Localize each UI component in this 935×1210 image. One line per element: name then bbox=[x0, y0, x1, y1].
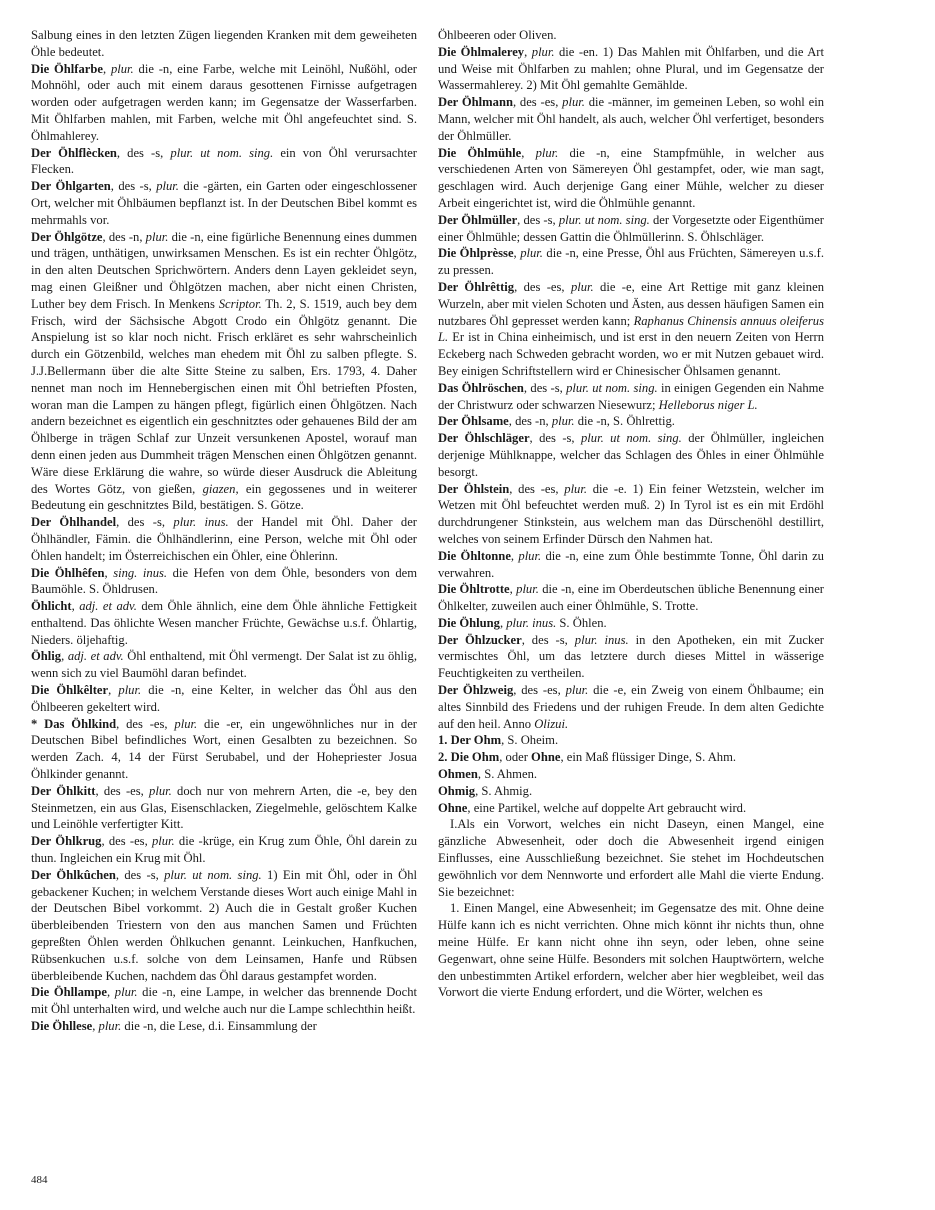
entry-text: 1. Einen Mangel, eine Abwesenheit; im Gegensatze des mit. Ohne deine Hülfe kann ich es nicht verrichten. Ohne mich könnt ihr nichts thun, ohne meine Hülfe. Er kann nicht ohne ihn seyn, oder leben, ohne seine Gegenwart, ohne seine Hülfe. Besonders mit solchen Hauptwörtern, welche den unbestimmten Artikel erfordern, welcher aber hier wegbleibet, weil das Vorwort die vierte Endung erfordert, und die Wörter, welchen es bbox=[438, 901, 824, 1000]
dictionary-entry bbox=[438, 766, 824, 783]
entry-text: , des -s, bbox=[116, 145, 171, 160]
entry-text: Öhl enthaltend, mit Öhl vermengt. Der Salat ist zu öhlig, wenn sich zu viel Baumöhl daran befindet. bbox=[31, 649, 417, 681]
entry-grammar-note: plur. ut nom. sing. bbox=[581, 431, 682, 446]
entry-text: , des -s, bbox=[116, 515, 174, 530]
entry-text: , des -s, bbox=[110, 179, 157, 194]
entry-grammar-note: adj. et adv. bbox=[67, 649, 124, 664]
entry-text: , des -es, bbox=[116, 716, 175, 731]
entry-text: der Vorgesetzte oder Eigenthümer einer Öhlmühle; dessen Gattin die Öhlmüllerinn. S. Öhlschläger. bbox=[438, 212, 824, 244]
dictionary-entry bbox=[31, 833, 417, 867]
entry-text: die -n, die Lese, d.i. Einsammlung der bbox=[121, 1019, 317, 1034]
entry-grammar-note: plur. bbox=[151, 834, 175, 849]
entry-text: die -n, eine Lampe, in welcher das brennende Docht mit Öhl unterhalten wird, und welche auch nur die Lampe schlechthin heißt. bbox=[31, 985, 417, 1017]
entry-grammar-note: plur. inus. bbox=[574, 632, 629, 647]
entry-grammar-note: plur. bbox=[570, 279, 594, 294]
entry-text: , bbox=[61, 649, 68, 664]
entry-headword: Die Öhlhêfen bbox=[31, 565, 105, 580]
entry-text: , bbox=[92, 1019, 99, 1034]
entry-grammar-note: plur. bbox=[564, 481, 588, 496]
entry-grammar-note: plur. ut nom. sing. bbox=[170, 145, 274, 160]
entry-headword: Die Öhllese bbox=[31, 1019, 93, 1034]
entry-grammar-note: plur. bbox=[516, 582, 539, 597]
entry-text: die -männer, im gemeinen Leben, so wohl ein Mann, welcher mit Öhl handelt, als auch, welcher Öhl verfertiget, besonders der Öhlmüller. bbox=[438, 95, 824, 143]
entry-grammar-note: plur. bbox=[531, 44, 555, 59]
dictionary-entry bbox=[438, 212, 824, 246]
entry-grammar-note: plur. ut nom. sing. bbox=[566, 380, 658, 395]
entry-text: die Hefen von dem Öhle, besonders von dem Baumöhle. S. Öhldrusen. bbox=[31, 565, 418, 597]
entry-grammar-note: plur. bbox=[565, 683, 589, 698]
entry-headword: Der Öhlstein bbox=[438, 481, 510, 496]
dictionary-entry bbox=[438, 27, 824, 44]
entry-headword: Öhlicht bbox=[31, 599, 72, 614]
entry-grammar-note: plur. bbox=[114, 985, 138, 1000]
dictionary-entry bbox=[438, 380, 824, 414]
entry-headword: Die Öhltonne bbox=[438, 548, 511, 563]
entry-headword: Die Öhltrotte bbox=[438, 582, 510, 597]
entry-text: , des -n, bbox=[102, 229, 146, 244]
entry-text: Öhlbeeren oder Oliven. bbox=[438, 28, 557, 42]
entry-text: die -e. 1) Ein feiner Wetzstein, welcher im Wetzen mit Öhl befeuchtet werden muß. 2) In Tyrol ist es ein mit Erdöhl durchdrungener Stinkstein, aus welchem man das Dürschenöhl destillirt, welches von seinem Erfinder Dürsch den Nahmen hat. bbox=[438, 481, 824, 546]
entry-text: doch nur von mehrern Arten, die -e, bey den Steinmetzen, ein aus Glas, Eisenschlacken, Ziegelmehle, gelöschtem Kalke und Leinöhle verfertigter Kitt. bbox=[31, 783, 418, 832]
dictionary-entry bbox=[438, 145, 824, 212]
entry-text: S. Öhlen. bbox=[556, 615, 607, 630]
entry-text: dem Öhle ähnlich, eine dem Öhle ähnliche Fettigkeit enthaltend. Das öhlichte Wesen mancher Früchte, Gewächse u.s.f. Öhlartig, Nieders. öljehaftig. bbox=[31, 599, 417, 647]
dictionary-entry bbox=[31, 783, 417, 833]
entry-text: die -n, eine Farbe, welche mit Leinöhl, Nußöhl, oder Mohnöhl, oder auch mit einem daraus gesottenen Firnisse aufgetragen worden oder aufgetragen werden kann; im Gegensatze der Wasserfarben. Mit Öhlfarben mahlen, mit Farben, welche mit Öhl angefeuchtet sind. S. Öhlmahlerey. bbox=[31, 61, 417, 143]
entry-text: die -n, eine im Oberdeutschen übliche Benennung einer Öhlkelter, zuweilen auch einer Öhlmühle, S. Trotte. bbox=[438, 582, 824, 614]
entry-text: ein von Öhl verursachter Flecken. bbox=[31, 145, 418, 177]
entry-text: Th. 2, S. 1519, auch bey dem Frisch, wird der Sächsische Abgott Crodo ein Öhlgötz genannt. Die Anspielung ist so klar noch nicht. Frisch erkläret es sehr wahrscheinlich durch ein Götzenbild, welches man ehedem mit Öhl zu salben pflegte. S. J.J.Bellermann über die alte Sitte Steine zu salben, Ers. 1793, 4. Daher nennet man noch im Hennebergischen einen mit Öhl betrieften Pfosten, woran man die Lampen zu hängen pflegt, figürlich einen Öhlgötzen. Nach andern bezeichnet es eigentlich ein geschnitztes oder gehauenes Bild der am Öhlberge in trägen Schlaf zur Unzeit versunkenen Apostel, worauf man denn einen jeden aus Dummheit trägen Menschen einen Öhlgötzen genannt. Wäre diese Erklärung die wahre, so würde dieser Ausdruck die Ableitung des Wortes Götz, von gießen, bbox=[31, 296, 417, 496]
entry-grammar-note: plur. inus. bbox=[173, 515, 229, 530]
dictionary-entry bbox=[438, 245, 824, 279]
entry-text: , S. Ahmen. bbox=[477, 767, 538, 782]
entry-headword: Der Öhlrêttig bbox=[438, 279, 515, 294]
entry-text: , eine Partikel, welche auf doppelte Art gebraucht wird. bbox=[467, 800, 747, 815]
dictionary-entry bbox=[438, 900, 824, 1001]
dictionary-entry bbox=[31, 867, 417, 985]
entry-headword: Der Öhlhandel bbox=[31, 515, 117, 530]
entry-text: Salbung eines in den letzten Zügen liegenden Kranken mit dem geweiheten Öhle bedeutet. bbox=[31, 28, 417, 59]
entry-headword: Öhlig bbox=[31, 649, 62, 664]
entry-text: , des -es, bbox=[512, 95, 563, 110]
entry-grammar-note: plur. bbox=[98, 1019, 122, 1034]
dictionary-entry bbox=[438, 783, 824, 800]
entry-text: , des -s, bbox=[115, 867, 165, 882]
dictionary-entry bbox=[438, 615, 824, 632]
entry-text: die -n, eine figürliche Benennung eines dummen und trägen, unthätigen, unwirksamen Menschen. Es ist ein rechter Öhlgötz, in den alten Deutschen Sprichwörtern. Anders denn Layen gekleidet seyn, mag einen Gleißner und Öhlgötzen machen, aber nicht einen Christen, Luther bey dem Frisch. In Menkens bbox=[31, 229, 417, 311]
dictionary-entry bbox=[438, 816, 824, 900]
entry-headword: Der Öhlmann bbox=[438, 95, 513, 110]
dictionary-entry bbox=[438, 481, 824, 548]
dictionary-entry bbox=[438, 749, 824, 766]
entry-text: die -en. 1) Das Mahlen mit Öhlfarben, und die Art und Weise mit Öhlfarben zu mahlen; ohne Plural, und im Gegensatze der Wassermahlerey. 2) Mit Öhl gemahlte Gemählde. bbox=[438, 44, 824, 93]
entry-grammar-note: Raphanus Chinensis annuus oleiferus L. bbox=[438, 313, 824, 345]
entry-headword: Der Öhlsame bbox=[438, 414, 509, 429]
entry-grammar-note: plur. bbox=[110, 61, 134, 76]
entry-headword: Die Öhlmalerey bbox=[438, 44, 525, 59]
entry-grammar-note: adj. et adv. bbox=[79, 599, 137, 614]
dictionary-entry bbox=[31, 1018, 417, 1035]
entry-text: die -er, ein ungewöhnliches nur in der Deutschen Bibel befindliches Wort, einen Gesalbten zu bezeichnen. So werden Zach. 4, 14 der Fürst Serubabel, und der Hohepriester Josua Öhlkinder genannt. bbox=[31, 716, 418, 782]
entry-text: , bbox=[71, 599, 80, 614]
entry-grammar-note: plur. bbox=[174, 716, 198, 731]
entry-text: die -n, eine Presse, Öhl aus Früchten, Sämereyen u.s.f. zu pressen. bbox=[438, 246, 824, 278]
entry-grammar-note: plur. inus. bbox=[506, 615, 557, 630]
dictionary-entry bbox=[438, 413, 824, 430]
entry-headword: Der Öhlflècken bbox=[31, 145, 117, 160]
dictionary-entry bbox=[438, 581, 824, 615]
entry-grammar-note: plur. bbox=[520, 246, 543, 261]
entry-text: die -n, eine Kelter, in welcher das Öhl aus den Öhlbeeren gekeltert wird. bbox=[31, 683, 417, 714]
entry-grammar-note: plur. bbox=[145, 229, 169, 244]
dictionary-entry bbox=[31, 648, 417, 682]
dictionary-entry bbox=[438, 279, 824, 380]
entry-text: ein gegossenes und in weiterer Bedeutung ein geschnitztes Bild, bestätigen. S. Götze. bbox=[31, 481, 417, 513]
entry-text: , bbox=[510, 548, 519, 563]
entry-text: , des -es, bbox=[509, 481, 565, 496]
entry-text: , des -es, bbox=[95, 783, 150, 798]
entry-headword: Die Öhlmühle bbox=[438, 145, 522, 160]
entry-headword: Die Öhlkêlter bbox=[31, 683, 109, 698]
entry-text: die -n, eine zum Öhle bestimmte Tonne, Öhl darin zu verwahren. bbox=[438, 548, 824, 580]
entry-grammar-note: plur. bbox=[518, 548, 542, 563]
dictionary-entry bbox=[438, 94, 824, 144]
dictionary-entry bbox=[31, 682, 417, 716]
entry-text: 1) Ein mit Öhl, oder in Öhl gebackener Kuchen; in welchem Verstande dieses Wort auch einige Mahl in der Deutschen Bibel vorkommt. 2) Auch die in Gestalt großer Kuchen überbleibenden Triestern von den aus manchen Samen und Früchten gepreßten Öhlen werden Öhlkuchen genannt. Leinkuchen, Hanfkuchen, Rübsenkuchen u.s.f. solche von dem Leinsamen, Hanfe und Rübsen überbleibende Kuchen, nachdem das Öhl daraus gestampfet worden. bbox=[31, 867, 417, 983]
entry-text: , des -s, bbox=[529, 431, 581, 446]
entry-text: , des -es, bbox=[513, 683, 566, 698]
entry-headword: Das Öhlröschen bbox=[438, 380, 524, 395]
entry-text: , bbox=[513, 246, 521, 261]
dictionary-entry bbox=[31, 598, 417, 648]
entry-text: , S. Oheim. bbox=[501, 733, 559, 748]
entry-headword: Der Öhlschläger bbox=[438, 431, 530, 446]
entry-headword: Die Öhlfarbe bbox=[31, 61, 103, 76]
entry-grammar-note: sing. inus. bbox=[113, 565, 168, 580]
entry-text: , des -s, bbox=[523, 380, 567, 395]
dictionary-entry bbox=[31, 61, 417, 145]
entry-text: , bbox=[102, 61, 111, 76]
entry-grammar-note: plur. ut nom. sing. bbox=[558, 212, 650, 227]
entry-grammar-note: giazen, bbox=[202, 481, 239, 496]
entry-grammar-note: plur. bbox=[551, 414, 575, 429]
dictionary-entry bbox=[438, 44, 824, 94]
entry-text: , bbox=[108, 683, 119, 698]
entry-text: , bbox=[509, 582, 517, 597]
entry-headword: Ohmen bbox=[438, 767, 478, 782]
entry-text: , bbox=[499, 615, 507, 630]
entry-text: , des -s, bbox=[521, 632, 575, 647]
entry-text: die -n, eine Stampfmühle, in welcher aus verschiedenen Arten von Sämereyen Öhl gestampfet, oder, wie man sagt, geschlagen wird. Auch derjenige Gang einer Mühle, welcher zu dieser Arbeit eingerichtet ist, wird die Öhlmühle genannt. bbox=[438, 145, 825, 210]
entry-text: , oder bbox=[499, 750, 532, 765]
dictionary-entry bbox=[31, 27, 417, 61]
entry-text: die -e, ein Zweig von einem Öhlbaume; ein altes Sinnbild des Friedens und der ruhigen Freude. In dem alten Gedichte auf den heil. Anno bbox=[438, 683, 824, 731]
entry-text: , bbox=[524, 44, 532, 59]
entry-grammar-note: plur. ut nom. sing. bbox=[164, 867, 262, 882]
dictionary-entry bbox=[31, 229, 417, 515]
entry-headword: Der Öhlzweig bbox=[438, 683, 514, 698]
entry-headword: Der Öhlzucker bbox=[438, 632, 522, 647]
entry-grammar-note: Scriptor. bbox=[218, 296, 262, 311]
entry-grammar-note: plur. bbox=[562, 95, 585, 110]
entry-text: die -e, eine Art Rettige mit ganz kleinen Wurzeln, aber mit vielen Schoten und Ästen, aus dessen häufigen Samen ein nutzbares Öhl gepresset werden kann; bbox=[438, 279, 824, 328]
entry-headword: Die Öhlung bbox=[438, 615, 500, 630]
entry-text: I.Als ein Vorwort, welches ein nicht Daseyn, einen Mangel, eine gänzliche Abwesenheit, oder doch die Abwesenheit irgend einigen Einflusses, eine Ausschließung bezeichnet. Sie stehet im Hochdeutschen gewöhnlich vor dem Nennworte und erfordert alle Mahl die vierte Endung. Sie bezeichnet: bbox=[438, 817, 824, 899]
entry-text: , des -es, bbox=[514, 279, 571, 294]
entry-headword: Ohne bbox=[531, 750, 561, 765]
entry-text: die -gärten, ein Garten oder eingeschlossener Ort, welcher mit Öhlbäumen bepflanzt ist. In der Deutschen Bibel kommt es mehrmahls vor. bbox=[31, 179, 417, 227]
entry-text: die -n, S. Öhlrettig. bbox=[574, 414, 675, 429]
entry-headword: Der Öhlkrug bbox=[31, 834, 102, 849]
entry-text: Er ist in China einheimisch, und ist erst in den neuern Zeiten von Herrn Eckeberg nach Schweden gebracht worden, wo er mit Nutzen gebauet wird. Bey einigen Schriftstellern wird er Chinesischer Öhlsamen genannt. bbox=[438, 330, 824, 378]
entry-headword: Die Öhlprèsse bbox=[438, 246, 514, 261]
entry-headword: 1. Der Ohm bbox=[438, 733, 502, 748]
entry-headword: Ohmig bbox=[438, 783, 476, 798]
dictionary-entry bbox=[31, 145, 417, 179]
entry-headword: Ohne bbox=[438, 800, 468, 815]
dictionary-entry bbox=[438, 632, 824, 682]
entry-text: der Öhlmüller, ingleichen derjenige Mühlknappe, welcher das Schlagen des Öhles in einer Öhlmühle besorgt. bbox=[438, 431, 825, 479]
entry-headword: Die Öhllampe bbox=[31, 985, 107, 1000]
dictionary-entry bbox=[438, 800, 824, 817]
page-number: 484 bbox=[31, 1174, 48, 1186]
entry-text: in den Apotheken, ein mit Zucker vermischtes Öhl, um das letztere durch dieses Mittel in wässerige Feuchtigkeiten zu vertheilen. bbox=[438, 632, 824, 681]
dictionary-entry bbox=[31, 514, 417, 564]
dictionary-entry bbox=[31, 984, 417, 1018]
entry-grammar-note: plur. bbox=[149, 783, 172, 798]
entry-text: , bbox=[521, 145, 536, 160]
entry-text: , ein Maß flüssiger Dinge, S. Ahm. bbox=[560, 750, 737, 765]
entry-headword: Der Öhlkûchen bbox=[31, 867, 116, 882]
entry-grammar-note: plur. bbox=[156, 179, 179, 194]
entry-headword: Der Öhlgarten bbox=[31, 179, 111, 194]
entry-text: , des -es, bbox=[101, 834, 152, 849]
dictionary-entry bbox=[31, 178, 417, 228]
dictionary-entry bbox=[438, 682, 824, 732]
entry-grammar-note: Olizui. bbox=[534, 716, 569, 731]
entry-grammar-note: plur. bbox=[118, 683, 142, 698]
entry-text: in einigen Gegenden ein Nahme der Christwurz oder schwarzen Niesewurz; bbox=[438, 380, 825, 412]
entry-text: , bbox=[107, 985, 115, 1000]
dictionary-entry bbox=[438, 548, 824, 582]
entry-text: , S. Ahmig. bbox=[475, 783, 533, 798]
right-column bbox=[438, 27, 824, 1001]
entry-headword: Der Öhlmüller bbox=[438, 212, 518, 227]
dictionary-entry bbox=[31, 565, 417, 599]
entry-text: , des -n, bbox=[508, 414, 552, 429]
entry-headword: Der Öhlgötze bbox=[31, 229, 103, 244]
entry-grammar-note: Helleborus niger L. bbox=[658, 397, 758, 412]
entry-grammar-note: plur. bbox=[535, 145, 559, 160]
entry-text: die -krüge, ein Krug zum Öhle, Öhl darein zu thun. Ingleichen ein Krug mit Öhl. bbox=[31, 834, 418, 866]
entry-headword: Der Öhlkitt bbox=[31, 783, 96, 798]
entry-text: , des -s, bbox=[517, 212, 559, 227]
entry-headword: 2. Die Ohm bbox=[438, 750, 500, 765]
entry-text: , bbox=[104, 565, 114, 580]
dictionary-entry bbox=[31, 716, 417, 783]
dictionary-entry bbox=[438, 732, 824, 749]
dictionary-entry bbox=[438, 430, 824, 480]
entry-text: der Handel mit Öhl. Daher der Öhlhändler, Fämin. die Öhlhändlerinn, eine Person, welche mit Öhl oder Öhlen handelt; im Österreichischen ein Öhler, eine Öhlerinn. bbox=[31, 515, 417, 563]
entry-headword: * Das Öhlkind bbox=[31, 716, 117, 731]
left-column bbox=[31, 27, 417, 1035]
